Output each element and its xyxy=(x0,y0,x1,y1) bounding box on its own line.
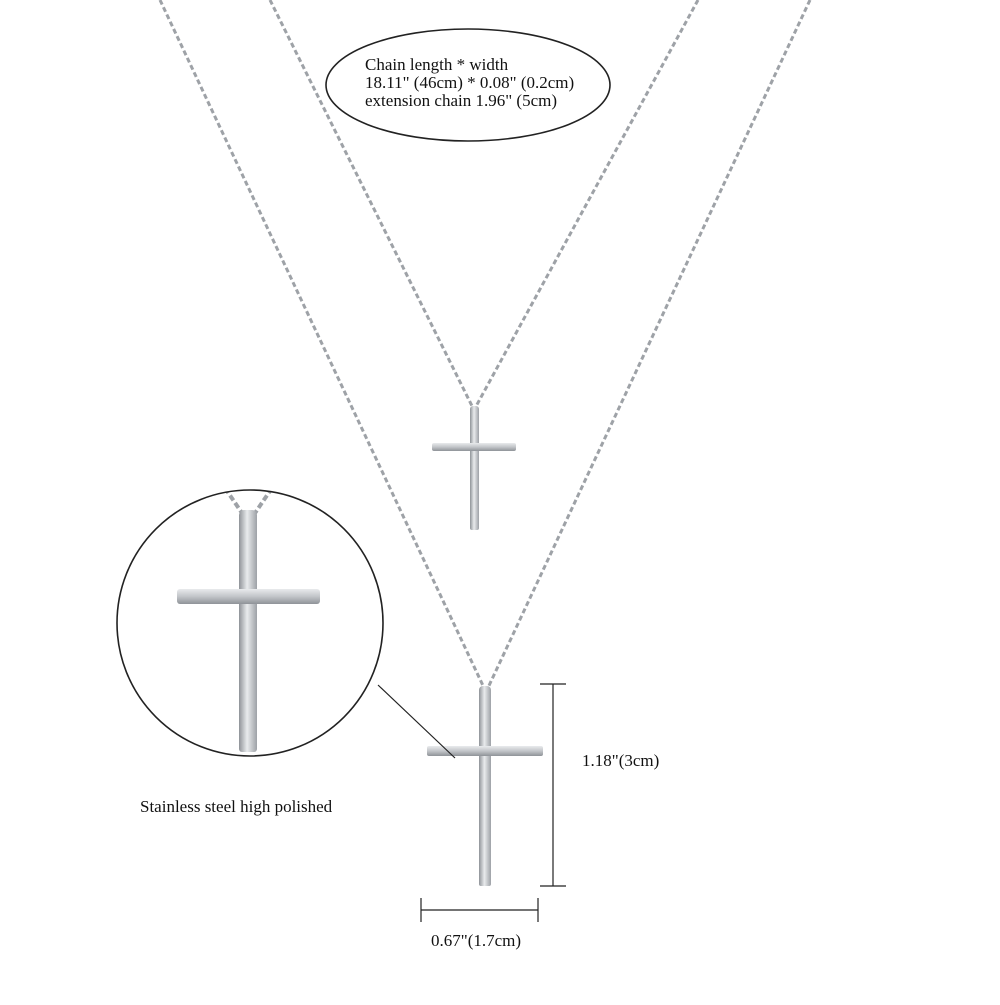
height-label: 1.18"(3cm) xyxy=(582,751,660,770)
large-cross-pendant xyxy=(427,686,543,886)
width-dimension-marker xyxy=(421,898,538,922)
height-dimension-marker xyxy=(540,684,566,886)
spec-line-1: Chain length * width xyxy=(365,55,509,74)
small-cross-pendant xyxy=(432,406,516,530)
width-label: 0.67"(1.7cm) xyxy=(431,931,522,950)
zoom-leader-line xyxy=(378,685,455,758)
detail-zoom-circle xyxy=(117,488,455,758)
spec-line-3: extension chain 1.96" (5cm) xyxy=(365,91,557,110)
spec-line-2: 18.11" (46cm) * 0.08" (0.2cm) xyxy=(365,73,575,92)
material-caption: Stainless steel high polished xyxy=(140,797,333,816)
chain-spec-text xyxy=(365,56,574,110)
